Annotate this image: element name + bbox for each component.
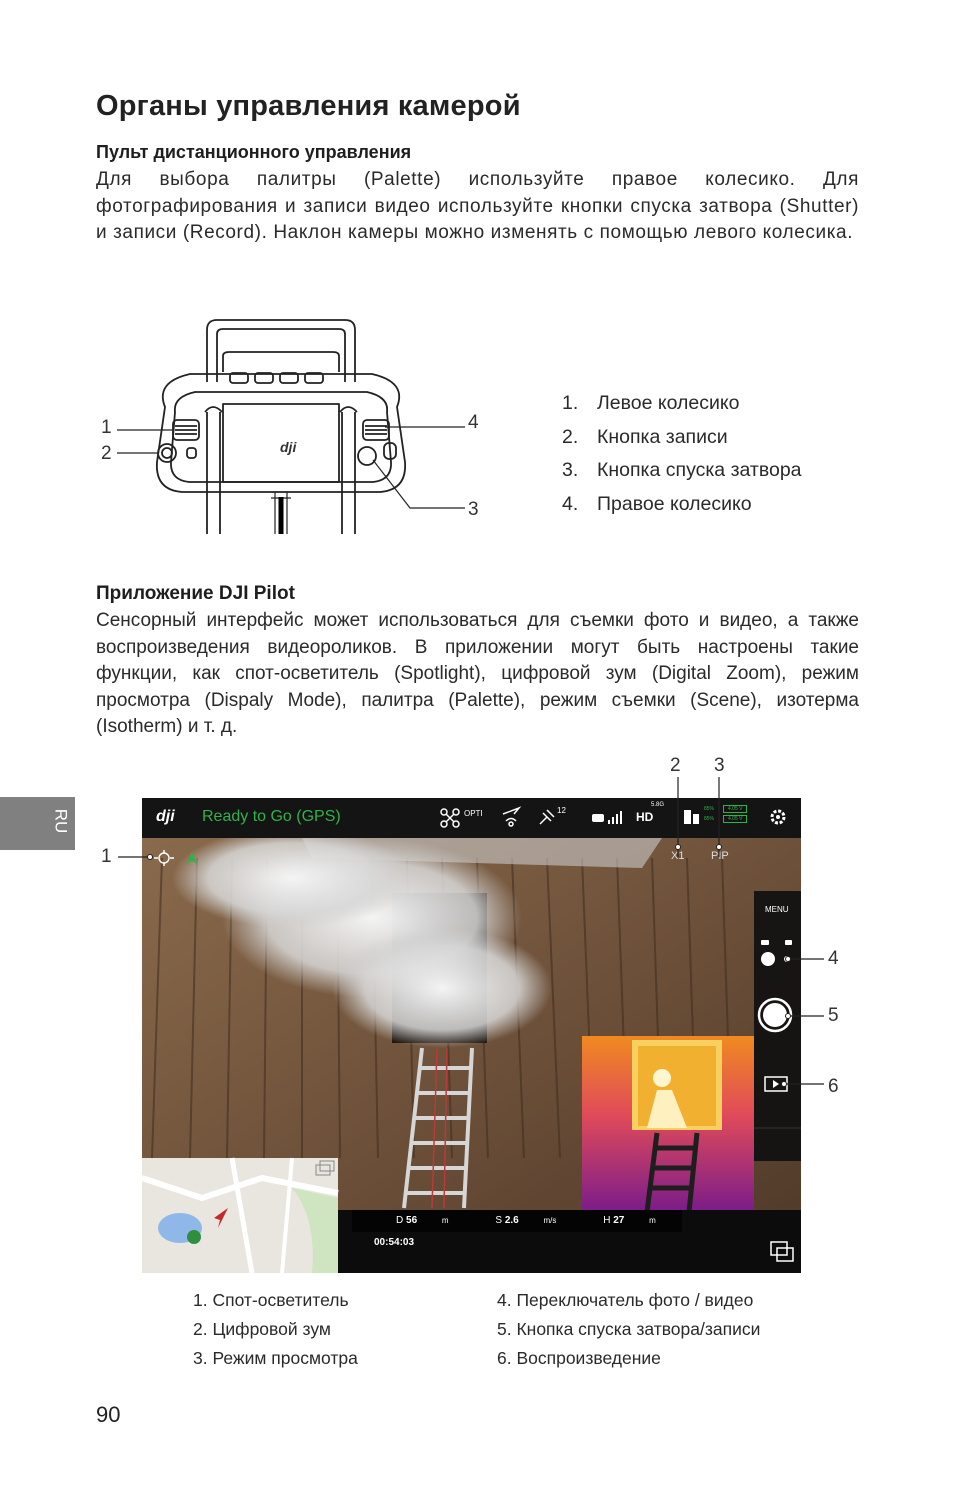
battery-2-percent: 85% <box>704 816 715 822</box>
flight-status[interactable]: Ready to Go (GPS) <box>202 808 341 825</box>
opti-label: OPTI <box>464 809 483 818</box>
rf-band: 5.8G <box>651 802 665 808</box>
list-item: 3. Кнопка спуска затвора <box>562 459 802 481</box>
window-switch-icon[interactable] <box>769 1240 795 1264</box>
legend-item: 6. Воспроизведение <box>497 1348 661 1368</box>
flight-telemetry: D 56 m S 2.6 m/s H 27 m 00:54:03 <box>352 1210 682 1232</box>
battery-2-voltage: 4.05 V <box>723 815 747 823</box>
app-paragraph: Сенсорный интерфейс может использоваться для съемки фото и видео, а также воспроизведения видеороликов. В приложении могут быть настроены такие функции, как спот-осветитель (Spotlight), цифровой зум (Digital Zoom), режим просмотра (Dispaly Mode), палитра (Palette), режим съемки (Scene), изотерма (Isotherm) и т. д. <box>96 610 859 737</box>
app-callout-6: 6 <box>828 1076 839 1097</box>
legend-item: 3. Режим просмотра <box>193 1348 358 1368</box>
app-callout-2: 2 <box>670 755 681 776</box>
battery-1-voltage: 4.05 V <box>723 805 747 813</box>
legend-item: 5. Кнопка спуска затвора/записи <box>497 1319 761 1339</box>
app-subtitle: Приложение DJI Pilot <box>96 583 295 604</box>
hd-label: HD <box>636 810 654 824</box>
dji-app-logo: dji <box>156 808 175 825</box>
remote-callout-4: 4 <box>468 412 479 433</box>
display-mode-pip[interactable]: PIP <box>711 850 729 862</box>
legend-left <box>193 1286 358 1373</box>
app-callout-1: 1 <box>101 846 112 867</box>
legend-item: 1. Спот-осветитель <box>193 1290 349 1310</box>
language-tab-label: RU <box>51 808 71 834</box>
remote-callout-2: 2 <box>101 443 112 464</box>
battery-1-percent: 85% <box>704 806 715 812</box>
list-item: 4. Правое колесико <box>562 492 752 515</box>
remote-controller-illustration <box>95 312 495 534</box>
dji-logo: dji <box>280 439 297 455</box>
remote-callout-1: 1 <box>101 417 112 438</box>
digital-zoom[interactable]: X1 <box>671 850 685 862</box>
remote-controls-list <box>562 390 802 524</box>
legend-item: 4. Переключатель фото / видео <box>497 1290 754 1310</box>
app-callout-3: 3 <box>714 755 725 776</box>
remote-paragraph: Для выбора палитры (Palette) используйте правое колесико. Для фотографирования и записи видео используйте кнопки спуска затвора (Shutter) и записи (Record). Наклон камеры можно изменять с помощью левого колесика. <box>96 169 859 243</box>
page-title: Органы управления камерой <box>96 90 521 122</box>
legend-right <box>497 1286 760 1373</box>
list-item: 1. Левое колесико <box>562 392 740 414</box>
list-item: 2. Кнопка записи <box>562 425 728 448</box>
app-callout-5: 5 <box>828 1005 839 1026</box>
app-callout-lines <box>110 775 830 1105</box>
flight-time: 00:54:03 <box>374 1237 415 1248</box>
remote-callout-3: 3 <box>468 499 479 520</box>
menu-button[interactable]: MENU <box>765 905 789 914</box>
remote-subtitle: Пульт дистанционного управления <box>96 142 412 162</box>
satellite-count: 12 <box>557 806 566 815</box>
page-number: 90 <box>96 1402 121 1427</box>
language-tab <box>0 797 75 850</box>
app-callout-4: 4 <box>828 948 839 969</box>
legend-item: 2. Цифровой зум <box>193 1319 331 1339</box>
